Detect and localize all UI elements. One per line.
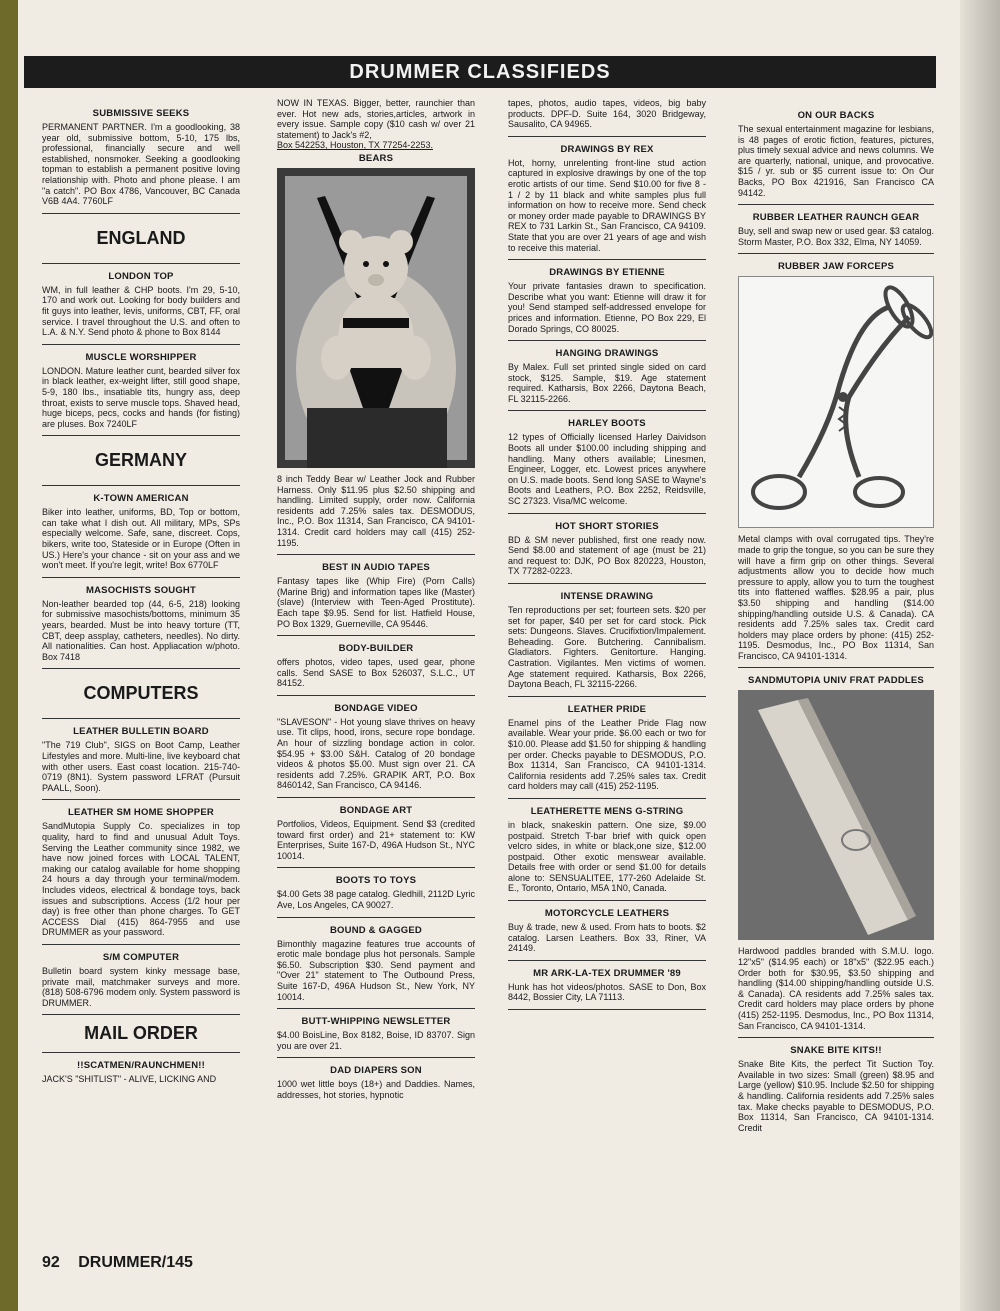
- ad-title: HOT SHORT STORIES: [555, 520, 659, 532]
- section-mail-order: MAIL ORDER: [84, 1023, 198, 1044]
- ad-dad-diapers: [277, 1065, 475, 1100]
- divider: [508, 136, 706, 137]
- ad-sandmutopia-paddles: [738, 675, 934, 1031]
- ad-leather-sm-home-shopper: [42, 807, 240, 938]
- divider: [42, 213, 240, 214]
- ad-title: BOUND & GAGGED: [330, 924, 422, 936]
- ad-body-builder: [277, 643, 475, 689]
- ad-title: K-TOWN AMERICAN: [93, 493, 189, 505]
- ad-body: Bimonthly magazine features true accounts of erotic male bondage plus hot personals. Sample $6.50. Subscription $30. Send payment and "Over 21" statement to The Outbound Press, Suite 167-D, 496A Hudson St., New York, NY 10014.: [277, 938, 475, 1002]
- paddle-illustration: [738, 690, 934, 940]
- page-footer: [42, 1254, 207, 1272]
- column-2: [277, 98, 475, 1248]
- ad-body: WM, in full leather & CHP boots. I'm 29, 5-10, 170 and work out. Looking for body builders and fit guys into leather, levis, uniforms, CBT, FF, oral service. I travel throughout the U.S. and often to L.A. & N.Y. Send photo & phone to Box 8144: [42, 284, 240, 338]
- ad-submissive-seeks: [42, 108, 240, 207]
- ad-title: RUBBER JAW FORCEPS: [777, 261, 895, 273]
- ad-body: "The 719 Club", SIGS on Boot Camp, Leather Lifestyles and more. Multi-line, live keyboard chat with other users. East coast location. 215-740-0719 (8N1). System password LFRAT (Pursuit PAALL, Soon).: [42, 740, 240, 793]
- teddy-bear-illustration: [277, 168, 475, 468]
- ad-body: 8 inch Teddy Bear w/ Leather Jock and Rubber Harness. Only $11.95 plus $2.50 shipping and handling. Limited supply, order now. California residents add 7.25% sales tax. DESMODUS, Inc., P.O. Box 11314, San Francisco, CA 94101-1314. Credit card holders may call (415) 252-1195.: [277, 473, 475, 548]
- ad-body: Your private fantasies drawn to specification. Describe what you want: Etienne will draw it for you! Send stamped self-addressed envelope for prices and information. Etienne, PO Box 229, El Dorado Springs, CO 80025.: [508, 281, 706, 334]
- ad-bondage-video: [277, 703, 475, 791]
- ad-body: Metal clamps with oval corrugated tips. They're made to grip the tongue, so you can be sure they will have a firm grip on other things. Several adjustments allow you to decide how much pressure to apply, allow you to turn the toughest tits into flattened waffles. $28.95 a pair, plus $3.50 shipping and handling ($14.00 shipping/handling outside U.S. & Canada). CA residents add 7.25% sales tax. Credit card holders may place orders by phone: (415) 252-1195. Desmodus, Inc., PO Box 11314, San Francisco, CA 94101-1314.: [738, 534, 934, 661]
- divider: [42, 668, 240, 669]
- divider: [508, 696, 706, 697]
- ad-body: Portfolios, Videos, Equipment. Send $3 (credited toward first order) and 21+ statement to: KW Enterprises, Suite 167-D, 496A Hudson St., NYC 10014.: [277, 819, 475, 861]
- ad-body: By Malex. Full set printed single sided on card stock, $125. Sample, $19. Age statement required. Katharsis, Box 2266, Daytona Beach, FL 32115-2266.: [508, 362, 706, 404]
- ad-title: SUBMISSIVE SEEKS: [92, 108, 190, 119]
- ad-title: INTENSE DRAWING: [560, 591, 654, 602]
- ad-hanging-drawings: [508, 348, 706, 404]
- continued-text: tapes, photos, audio tapes, videos, big baby products. DPF-D. Suite 164, 3020 Bridgeway, Sausalito, CA 94965.: [508, 98, 706, 130]
- divider: [277, 695, 475, 696]
- ad-body: Buy, sell and swap new or used gear. $3 catalog. Storm Master, P.O. Box 332, Elma, NY 14059.: [738, 226, 934, 247]
- ad-title: BUTT-WHIPPING NEWSLETTER: [301, 1016, 451, 1028]
- ad-best-in-audio-tapes: [277, 562, 475, 629]
- divider: [508, 900, 706, 901]
- divider: [277, 867, 475, 868]
- ad-body: 1000 wet little boys (18+) and Daddies. Names, addresses, hot stories, hypnotic: [277, 1079, 475, 1100]
- paddles-photo: [738, 690, 934, 940]
- ad-title: LEATHER SM HOME SHOPPER: [68, 807, 214, 819]
- ad-title: LEATHER PRIDE: [567, 703, 647, 715]
- divider: [738, 204, 934, 205]
- column-3: [508, 98, 706, 1178]
- ad-title: LONDON TOP: [108, 270, 174, 282]
- forceps-illustration: [739, 277, 933, 527]
- ad-title: DRAWINGS BY REX: [560, 143, 654, 155]
- ad-title: SNAKE BITE KITS!!: [790, 1045, 882, 1057]
- divider: [277, 554, 475, 555]
- section-germany: GERMANY: [94, 450, 187, 471]
- divider: [42, 718, 240, 719]
- divider: [42, 577, 240, 578]
- ad-motorcycle-leathers: [508, 908, 706, 954]
- divider: [508, 513, 706, 514]
- divider: [508, 340, 706, 341]
- ad-bondage-art: [277, 805, 475, 861]
- ad-sm-computer: [42, 952, 240, 1008]
- ad-title: DAD DIAPERS SON: [330, 1065, 422, 1077]
- ad-bound-gagged: [277, 925, 475, 1003]
- ad-body: $4.00 BoisLine, Box 8182, Boise, ID 83707. Sign you are over 21.: [277, 1030, 475, 1051]
- ad-body: $4.00 Gets 38 page catalog. Gledhill, 2112D Lyric Ave, Los Angeles, CA 90027.: [277, 889, 475, 910]
- ad-body: Ten reproductions per set; fourteen sets. $20 per set for paper, $40 per set for card stock. Pick sets: Dungeons. Slaves. Crucifixtion/Impalement. Beheading. Gore. Butchering. Cannibalism. Gladiators. Fighters. Genitorture. Hanging. Castration. Vigilantes. Men victims of women. Age statement required. Katharsis, Box 2266, Daytona Beach, FL 32115-2266.: [508, 605, 706, 690]
- ad-body: SandMutopia Supply Co. specializes in top quality, hard to find and unusual Adult Toys. Serving the Leather community since 1982, we have now joined forces with LOCAL TALENT, making our catalog available for home shopping 24 hours a day through your terminal/modem. Includes videos, electrical & bondage toys, back issues and subscriptions. Access (1/2 hour per day) is free other than phone charges. To GET ACCESS Dial (415) 864-7955 and use DRUMMER as your password.: [42, 821, 240, 938]
- binding-spine: [0, 0, 18, 1311]
- ad-title: BONDAGE ART: [339, 805, 413, 817]
- ad-drawings-by-rex: [508, 144, 706, 253]
- ad-harley-boots: [508, 418, 706, 506]
- issue-label: DRUMMER/145: [78, 1254, 193, 1271]
- ad-body: JACK'S "SHITLIST" - ALIVE, LICKING AND: [42, 1074, 217, 1085]
- ad-title: RUBBER LEATHER RAUNCH GEAR: [752, 212, 920, 224]
- page-number: 92: [42, 1254, 60, 1271]
- divider: [42, 944, 240, 945]
- ad-rubber-leather-raunch: [738, 212, 934, 247]
- ad-leather-pride: [508, 704, 706, 792]
- ad-body: Non-leather bearded top (44, 6-5, 218) looking for submissive masochists/bottoms, minimum 35 years, bearded. Must be into heavy torture (TT, CBT, deep assplay, catheters, needles). No dirty. All nationalities. Can host. Appliacation w/photo. Box 7418: [42, 598, 240, 662]
- ad-title: HANGING DRAWINGS: [555, 348, 659, 360]
- ad-title: MUSCLE WORSHIPPER: [85, 351, 197, 363]
- ad-title: BEARS: [358, 152, 394, 164]
- ad-hot-short-stories: [508, 521, 706, 577]
- ad-ktown-american: [42, 493, 240, 571]
- divider: [508, 583, 706, 584]
- ad-muscle-worshipper: [42, 352, 240, 430]
- divider: [508, 960, 706, 961]
- ad-body: Enamel pins of the Leather Pride Flag now available. Wear your pride. $6.00 each or two for $10.00. Please add $1.50 for shipping & handling per order. Checks payable to DESMODUS, P.O. Box 11314, San Francisco, CA 94101-1314. California residents add 7.25% sales tax. Credit card holders may call (415) 252-1195.: [508, 717, 706, 792]
- divider: [42, 344, 240, 345]
- column-4: [738, 110, 934, 1260]
- divider: [42, 1052, 240, 1053]
- ad-title: ON OUR BACKS: [797, 110, 875, 121]
- ad-title: BONDAGE VIDEO: [334, 702, 418, 714]
- ad-masochists-sought: [42, 585, 240, 663]
- ad-body: PERMANENT PARTNER. I'm a goodlooking, 38 year old, submissive bottom, 5-10, 175 lbs, professional, financially secure and well established, nonsmoker. Seeking a goodlooking topman to establish a permanent positive loving relationship with. Photo and phone please. I am "a catch". PO Box 4786, Vancouver, BC Canada V6B 4A4. 7760LF: [42, 122, 240, 207]
- divider: [42, 799, 240, 800]
- divider: [42, 485, 240, 486]
- ad-butt-whipping: [277, 1016, 475, 1051]
- ad-body: Hot, horny, unrelenting front-line stud action captured in explosive drawings by one of the top erotic artists of our time. Send $10.00 for five 8 - 1 / 2 by 11 black and white samples plus full information on how to receive more. Send check or money order made payable to DRAWINGS BY REX to 731 Larkin St., San Francisco, CA 94109. State that you are over 21 years of age and wish to receive this material.: [508, 157, 706, 253]
- ad-drawings-by-etienne: [508, 267, 706, 334]
- divider: [508, 798, 706, 799]
- ad-title: MASOCHISTS SOUGHT: [85, 584, 196, 596]
- ad-body: LONDON. Mature leather cunt, bearded silver fox in black leather, ex-weight lifter, still good shape, 5-9, 180 lbs., insatiable tits, hungry ass, deep throat, exists to serve muscle tops. Shaved head, huge biceps, pecs, cocks and hands (for fisting) are pluses. Box 7240LF: [42, 365, 240, 429]
- ad-mr-ark-la-tex: [508, 968, 706, 1003]
- ad-title: MR ARK-LA-TEX DRUMMER '89: [533, 967, 681, 979]
- ad-body: Bulletin board system kinky message base, private mail, matchmaker surveys and more. (818) 508-6796 modem only. System password is DRUMMER.: [42, 965, 240, 1008]
- ad-title: BEST IN AUDIO TAPES: [322, 562, 430, 574]
- ad-title: MOTORCYCLE LEATHERS: [544, 908, 670, 920]
- ad-on-our-backs: [738, 110, 934, 198]
- ad-leatherette-gstring: [508, 806, 706, 894]
- page-gutter: [960, 0, 1000, 1311]
- ad-body: The sexual entertainment magazine for lesbians, is 48 pages of erotic fiction, features, pictures, plus timely sexual advice and news columns. We are quarterly, national, unique, and provocative. $15 / yr. sub or $5 current issue to: On Our Backs, PO Box 421916, San Francisco CA 94142.: [738, 124, 934, 198]
- page-banner: DRUMMER CLASSIFIEDS: [24, 56, 936, 88]
- forceps-photo: [738, 276, 934, 528]
- ad-body: 12 types of Officially licensed Harley Daividson Boots all under $100.00 including shipping and handling. Many others available; Linesmen, Engineer, Logger, etc. Lowest prices anywhere on U.S. made boots. Send long SASE to Wayne's Boots and Leathers, P.O. Box 2252, Reidsville, SC 27323. Visa/MC welcome.: [508, 432, 706, 507]
- ad-title: BOOTS TO TOYS: [335, 875, 417, 887]
- divider: [738, 1037, 934, 1038]
- ad-bears: [277, 153, 475, 548]
- ad-body: in black, snakeskin pattern. One size, $9.00 postpaid. Stretch T-bar brief with quick open velcro sides, in white or black,one size, $12.00 postpaid. Other exotic menswear available. Details free with order or send $1.00 for details alone to: SENSUALITEE, 177-260 Adelaide St. E., Toronto, Ontario, M5A 1N0, Canada.: [508, 819, 706, 894]
- ad-title: S/M COMPUTER: [102, 951, 180, 963]
- ad-rubber-jaw-forceps: [738, 261, 934, 661]
- continued-address: Box 542253, Houston, TX 77254-2253.: [277, 140, 433, 151]
- teddy-bear-photo: [277, 168, 475, 468]
- ad-title: !!SCATMEN/RAUNCHMEN!!: [76, 1060, 206, 1072]
- ad-boots-to-toys: [277, 875, 475, 910]
- divider: [277, 917, 475, 918]
- divider: [508, 259, 706, 260]
- divider: [508, 410, 706, 411]
- ad-leather-bulletin-board: [42, 726, 240, 793]
- ad-title: HARLEY BOOTS: [568, 418, 646, 430]
- ad-body: offers photos, video tapes, used gear, phone calls. Send SASE to Box 526037, S.L.C., UT 84152.: [277, 657, 475, 689]
- ad-body: Fantasy tapes like (Whip Fire) (Porn Calls) (Marine Brig) and information tapes like (Master) (slave) (Interview with Teen-Aged Prostitute). Each tape $9.95. Send for list. Hatfield House, PO Box 1329, Guerneville, CA 95446.: [277, 576, 475, 629]
- ad-body: Hunk has hot videos/photos. SASE to Don, Box 8442, Bossier City, LA 71113.: [508, 981, 706, 1003]
- divider: [277, 1008, 475, 1009]
- divider: [277, 797, 475, 798]
- divider: [42, 263, 240, 264]
- ad-title: LEATHER BULLETIN BOARD: [73, 726, 209, 738]
- ad-body: BD & SM never published, first one ready now. Send $8.00 and statement of age (must be 21) and request to: DJK, PO Box 820223, Houston, TX 77282-0223.: [508, 534, 706, 577]
- divider: [277, 635, 475, 636]
- ad-title: LEATHERETTE MENS G-STRING: [530, 805, 684, 817]
- ad-scatmen: [42, 1060, 240, 1085]
- ad-snake-bite-kits: [738, 1045, 934, 1133]
- ad-body: "SLAVESON" - Hot young slave thrives on heavy use. Tit clips, hood, irons, secure rope bondage. An hour of sizzling bondage action in color. $54.95 + $3.00 S&H. Catalog of 20 bondage videos & photos $5.00. Must sign over 21. CA residents add 7.25%. GRAPIK ART, P.O. Box 8460142, San Francisco, CA 94146.: [277, 716, 475, 791]
- column-1: [42, 98, 240, 1248]
- continued-text: NOW IN TEXAS. Bigger, better, raunchier than ever. Hot new ads, stories,articles, artwork in every issue. Sample copy ($10 cash w/ over 21 statement) to Jack's #2,: [277, 98, 475, 140]
- section-computers: COMPUTERS: [83, 683, 199, 704]
- divider: [508, 1009, 706, 1010]
- section-england: ENGLAND: [96, 227, 186, 248]
- divider: [738, 667, 934, 668]
- divider: [277, 1057, 475, 1058]
- ad-intense-drawing: [508, 591, 706, 690]
- ad-title: BODY-BUILDER: [338, 643, 414, 655]
- ad-body: Snake Bite Kits, the perfect Tit Suction Toy. Available in two sizes: Small (green) $8.95 and Large (yellow) $10.95. Include $2.50 for shipping & handling. California residents add 7.25% sales tax. Make checks payable to DESMODUS, P.O. Box 11314, San Francisco, CA 94101-1314. Credit: [738, 1059, 934, 1133]
- ad-london-top: [42, 271, 240, 338]
- divider: [42, 435, 240, 436]
- divider: [738, 253, 934, 254]
- ad-title: SANDMUTOPIA UNIV FRAT PADDLES: [748, 675, 924, 687]
- ad-title: DRAWINGS BY ETIENNE: [549, 267, 665, 279]
- ad-body: Buy & trade, new & used. From hats to boots. $2 catalog. Larsen Leathers. Box 33, Riner, VA 24149.: [508, 922, 706, 954]
- divider: [42, 1014, 240, 1015]
- ad-body: Biker into leather, uniforms, BD, Top or bottom, can take what I dish out. All military, MPs, SPs especially welcome. Safe, sane, discreet. Cops, bikers, write too, Stateside or in Europe (Often in US.) Here's your chance - sit on your ass and we won't meet. If you're legit, write! Box 6770LF: [42, 507, 240, 571]
- ad-body: Hardwood paddles branded with S.M.U. logo. 12"x5" ($14.95 each) or 18"x5" ($22.95 each.) Order both for $30.95, $3.50 shipping and handling ($14.00 shipping/handling outside U.S. & Canada). CA residents add 7.25% sales tax. Credit card holders may place orders by phone (415) 252-1195. Desmodus, Inc., PO Box 11314, San Francisco, CA 94101-1314.: [738, 946, 934, 1031]
